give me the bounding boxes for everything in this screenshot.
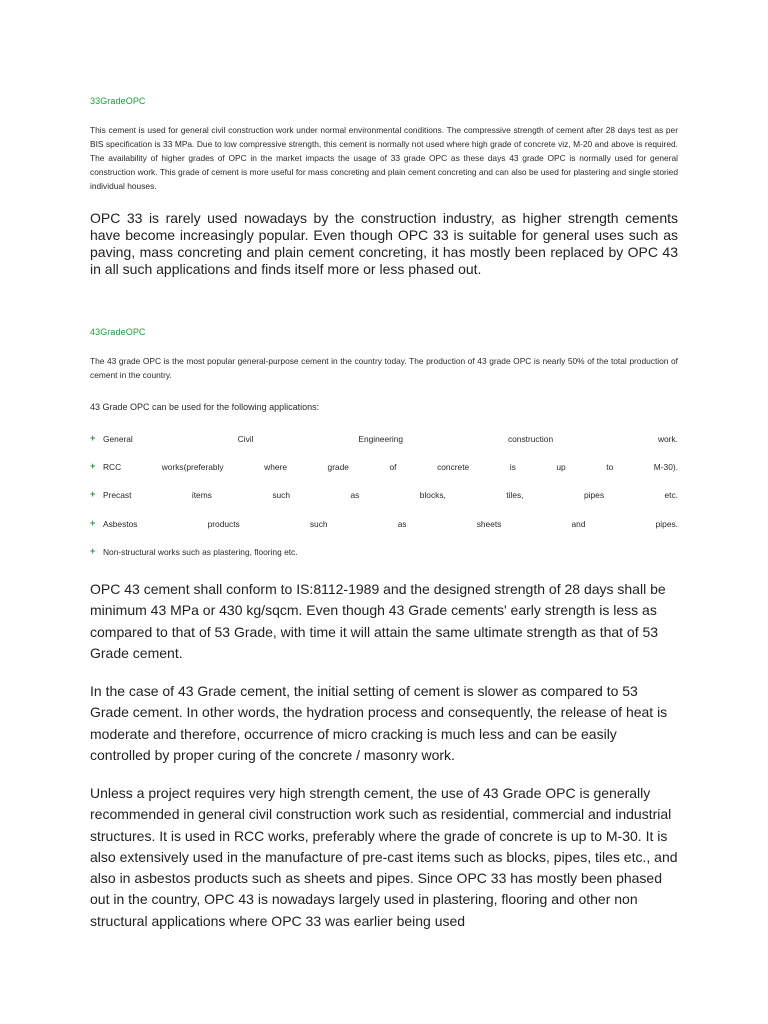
list-item xyxy=(90,489,678,517)
plus-bullet-icon: + xyxy=(90,517,96,528)
heading-43-grade-opc: 43GradeOPC xyxy=(90,327,146,337)
heading-33-grade-opc: 33GradeOPC xyxy=(90,96,146,106)
plus-bullet-icon: + xyxy=(90,545,96,556)
list-item-text: RCC works(preferably where grade of concrete is up to M-30). xyxy=(103,462,678,473)
paragraph-43-grade-conformance: OPC 43 cement shall conform to IS:8112-1989 and the designed strength of 28 days shall be minimum 43 MPa or 430 kg/sqcm. Even though 43 Grade cements' early strength is less as compared to that of 53 Grade, with time it will attain the same ultimate strength as that of 53 Grade cement. xyxy=(90,581,666,661)
list-item xyxy=(90,433,678,461)
list-item xyxy=(90,461,678,489)
applications-title: 43 Grade OPC can be used for the following applications: xyxy=(90,402,320,412)
paragraph-43-grade-applications: Unless a project requires very high strength cement, the use of 43 Grade OPC is generally recommended in general civil construction work such as residential, commercial and industrial structures. It is used in RCC works, preferably where the grade of concrete is up to M-30. It is also extensively used in the manufacture of pre-cast items such as blocks, pipes, tiles etc., and also in asbestos products such as sheets and pipes. Since OPC 33 has mostly been phased out in the country, OPC 43 is nowadays largely used in plastering, flooring and other non structural applications where OPC 33 was earlier being used xyxy=(90,785,678,929)
plus-bullet-icon: + xyxy=(90,433,96,443)
paragraph-33-grade-usage: OPC 33 is rarely used nowadays by the construction industry, as higher strength cements have become increasingly popular. Even though OPC 33 is suitable for general uses such as paving, mass concreting and plain cement concreting, it has mostly been replaced by OPC 43 in all such applications and finds itself more or less phased out. xyxy=(90,210,678,277)
list-item xyxy=(90,546,678,574)
list-item-text: Precast items such as blocks, tiles, pipes etc. xyxy=(103,490,678,501)
list-item-text: Non-structural works such as plastering, flooring etc. xyxy=(103,546,298,557)
plus-bullet-icon: + xyxy=(90,489,96,500)
list-item-text: General Civil Engineering construction work. xyxy=(103,434,678,444)
plus-bullet-icon: + xyxy=(90,461,96,472)
list-item-text: Asbestos products such as sheets and pipes. xyxy=(103,518,678,529)
list-item xyxy=(90,518,678,546)
paragraph-43-grade-description: The 43 grade OPC is the most popular general-purpose cement in the country today. The production of 43 grade OPC is nearly 50% of the total production of cement in the country. xyxy=(90,356,678,380)
paragraph-33-grade-description: This cement is used for general civil construction work under normal environmental conditions. The compressive strength of cement after 28 days test as per BIS specification is 33 MPa. Due to low compressive strength, this cement is normally not used where high grade of concrete viz, M-20 and above is required. The availability of higher grades of OPC in the market impacts the usage of 33 grade OPC as these days 43 grade OPC is normally used for general construction work. This grade of cement is more useful for mass concreting and plain cement concreting and can also be used for plastering and single storied individual houses. xyxy=(90,125,678,191)
applications-list xyxy=(90,433,678,574)
paragraph-43-grade-setting: In the case of 43 Grade cement, the initial setting of cement is slower as compared to 53 Grade cement. In other words, the hydration process and consequently, the release of heat is moderate and therefore, occurrence of micro cracking is much less and can be easily controlled by proper curing of the concrete / masonry work. xyxy=(90,683,668,763)
